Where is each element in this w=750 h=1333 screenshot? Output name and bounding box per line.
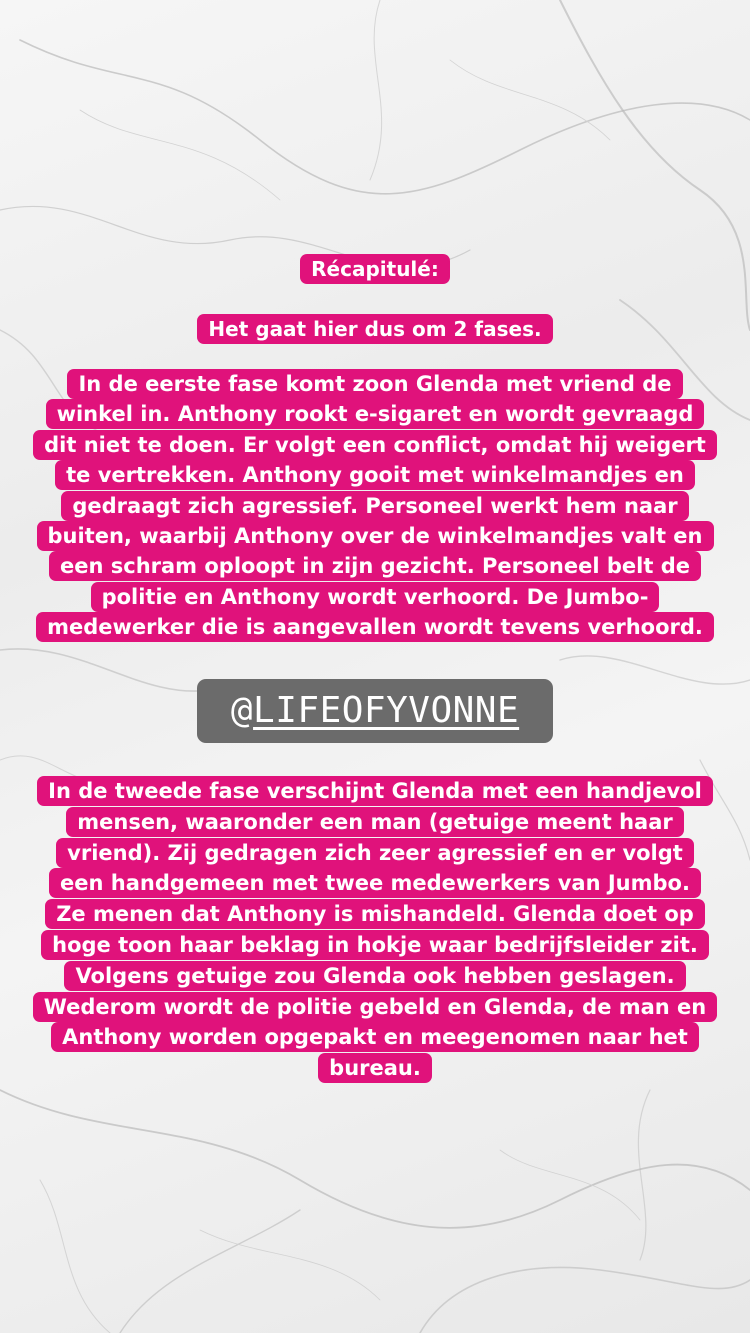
text-line: medewerker die is aangevallen wordt tevens verhoord.	[47, 615, 703, 640]
phase-two-text	[33, 776, 718, 1083]
marble-vein	[40, 1180, 110, 1333]
text-line: Anthony worden opgepakt en meegenomen naar het	[62, 1025, 688, 1050]
text-line: Ze menen dat Anthony is mishandeld. Glenda doet op	[56, 902, 694, 927]
marble-vein	[120, 1210, 300, 1333]
marble-vein	[638, 1090, 650, 1260]
phase-two-paragraph	[0, 776, 750, 1084]
text-line: een schram oploopt in zijn gezicht. Personeel belt de	[60, 554, 690, 579]
text-line: hoge toon haar beklag in hokje waar bedrijfsleider zit.	[52, 932, 698, 957]
marble-vein	[0, 649, 210, 691]
marble-vein	[20, 40, 750, 194]
text-line: gedraagt zich agressief. Personeel werkt hem naar	[72, 493, 678, 518]
text-line: In de tweede fase verschijnt Glenda met een handjevol	[48, 779, 702, 803]
recap-title	[0, 252, 750, 286]
text-line: politie en Anthony wordt verhoord. De Jumbo-	[101, 584, 649, 609]
text-line: bureau.	[329, 1056, 421, 1081]
phase-one-paragraph	[0, 369, 750, 643]
marble-vein	[420, 1268, 750, 1333]
marble-vein	[200, 1230, 380, 1300]
text-line: een handgemeen met twee medewerkers van Jumbo.	[60, 871, 690, 896]
marble-vein	[80, 110, 280, 200]
marble-vein	[0, 1090, 750, 1228]
text-line: In de eerste fase komt zoon Glenda met vriend de	[78, 372, 672, 396]
mention-sticker[interactable]	[197, 679, 553, 743]
marble-vein	[370, 0, 382, 180]
recap-summary	[0, 312, 750, 346]
phase-one-text	[33, 369, 717, 642]
recap-title-text: Récapitulé:	[300, 254, 450, 284]
text-line: Volgens getuige zou Glenda ook hebben geslagen.	[75, 963, 675, 988]
marble-vein	[450, 60, 610, 140]
text-line: te vertrekken. Anthony gooit met winkelmandjes en	[66, 463, 684, 488]
text-line: vriend). Zij gedragen zich zeer agressief en er volgt	[67, 840, 683, 865]
text-line: buiten, waarbij Anthony over de winkelmandjes valt en	[47, 524, 703, 549]
text-line: dit niet te doen. Er volgt een conflict, omdat hij weigert	[44, 432, 706, 457]
marble-vein	[500, 1150, 640, 1220]
mention-at-sign: @	[230, 690, 254, 731]
text-line: winkel in. Anthony rookt e-sigaret en wordt gevraagd	[56, 402, 694, 427]
text-line: mensen, waaronder een man (getuige meent haar	[77, 809, 673, 834]
marble-vein	[560, 656, 750, 684]
text-line: Wederom wordt de politie gebeld en Glenda, de man en	[43, 994, 707, 1019]
mention-handle[interactable]: LIFEOFYVONNE	[253, 690, 520, 731]
recap-summary-text: Het gaat hier dus om 2 fases.	[197, 314, 552, 344]
